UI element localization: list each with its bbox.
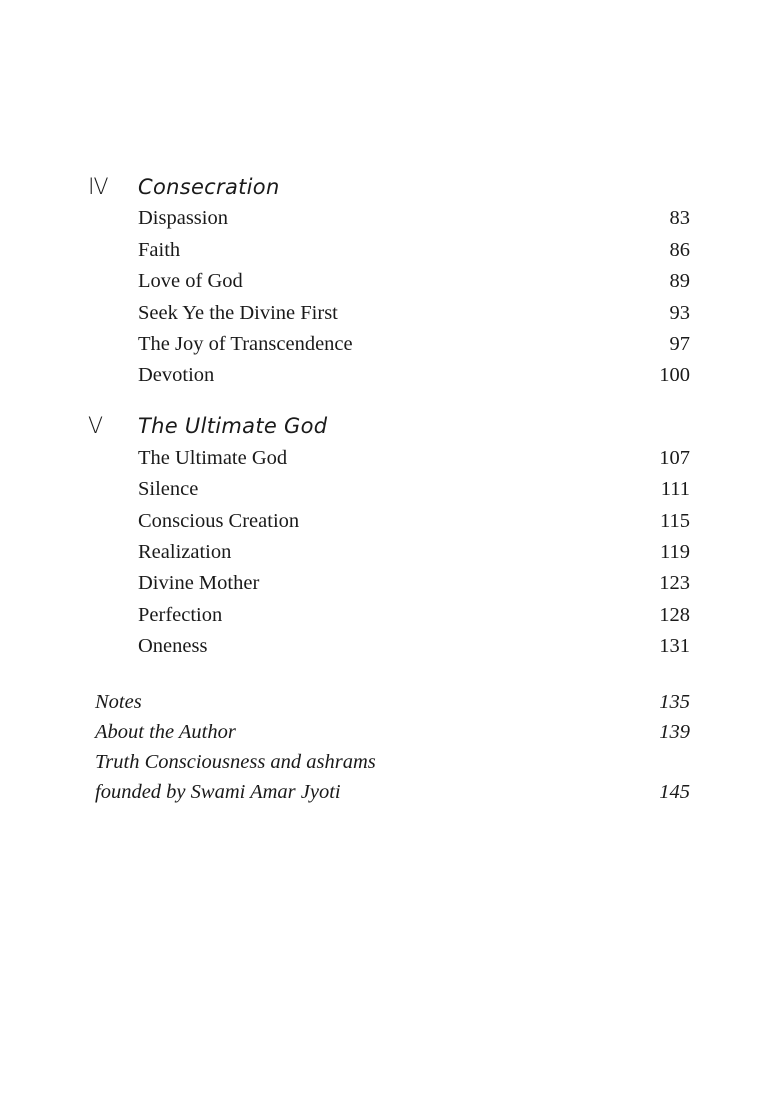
entry-page: 115 xyxy=(660,509,690,532)
entry-title: Dispassion xyxy=(138,207,228,230)
section-heading xyxy=(0,172,780,203)
back-matter-entry xyxy=(0,748,780,778)
toc-entry xyxy=(0,506,780,537)
entry-page: 135 xyxy=(659,691,690,714)
back-matter-entry xyxy=(0,688,780,718)
section-heading xyxy=(0,411,780,442)
toc-entry xyxy=(0,600,780,631)
toc-entry xyxy=(0,474,780,505)
entry-title: Love of God xyxy=(138,270,243,293)
entry-title: Oneness xyxy=(138,635,208,658)
entry-title: Realization xyxy=(138,540,232,563)
entry-page: 83 xyxy=(669,207,690,230)
toc-entry xyxy=(0,203,780,234)
entry-title: The Joy of Transcendence xyxy=(138,332,353,355)
toc-entry xyxy=(0,568,780,599)
entry-page: 145 xyxy=(659,780,690,803)
entry-page: 123 xyxy=(659,572,690,595)
toc-entry xyxy=(0,537,780,568)
entry-title: Truth Consciousness and ashrams xyxy=(95,750,376,773)
back-matter-entry xyxy=(0,778,780,808)
entry-page: 89 xyxy=(669,270,690,293)
section-numeral: IV xyxy=(88,175,108,200)
section-title: Consecration xyxy=(138,175,280,199)
entry-page: 128 xyxy=(659,603,690,626)
toc-entry xyxy=(0,298,780,329)
entry-title: Faith xyxy=(138,238,181,261)
entry-page: 131 xyxy=(659,635,690,658)
toc-entry xyxy=(0,443,780,474)
entry-title: Seek Ye the Divine First xyxy=(138,301,338,324)
section-numeral: V xyxy=(88,414,103,440)
toc-entry xyxy=(0,329,780,360)
entry-page: 107 xyxy=(659,446,690,469)
entry-title: Devotion xyxy=(138,364,215,387)
entry-title: About the Author xyxy=(95,721,236,744)
entry-title: founded by Swami Amar Jyoti xyxy=(95,780,341,803)
entry-title: Notes xyxy=(95,691,142,714)
entry-title: Divine Mother xyxy=(138,572,260,595)
entry-page: 86 xyxy=(669,238,690,261)
entry-title: Silence xyxy=(138,478,199,501)
section-title: The Ultimate God xyxy=(138,414,328,439)
toc-entry xyxy=(0,235,780,266)
entry-title: The Ultimate God xyxy=(138,446,288,469)
toc-entry xyxy=(0,631,780,662)
table-of-contents xyxy=(0,172,780,807)
toc-entry xyxy=(0,360,780,391)
toc-entry xyxy=(0,266,780,297)
entry-page: 97 xyxy=(669,332,690,355)
entry-page: 139 xyxy=(659,721,690,744)
entry-page: 100 xyxy=(659,364,690,387)
entry-title: Perfection xyxy=(138,603,223,626)
entry-page: 111 xyxy=(660,478,690,501)
entry-page: 93 xyxy=(669,301,690,324)
entry-title: Conscious Creation xyxy=(138,509,300,532)
back-matter-entry xyxy=(0,718,780,748)
entry-page: 119 xyxy=(660,540,690,563)
